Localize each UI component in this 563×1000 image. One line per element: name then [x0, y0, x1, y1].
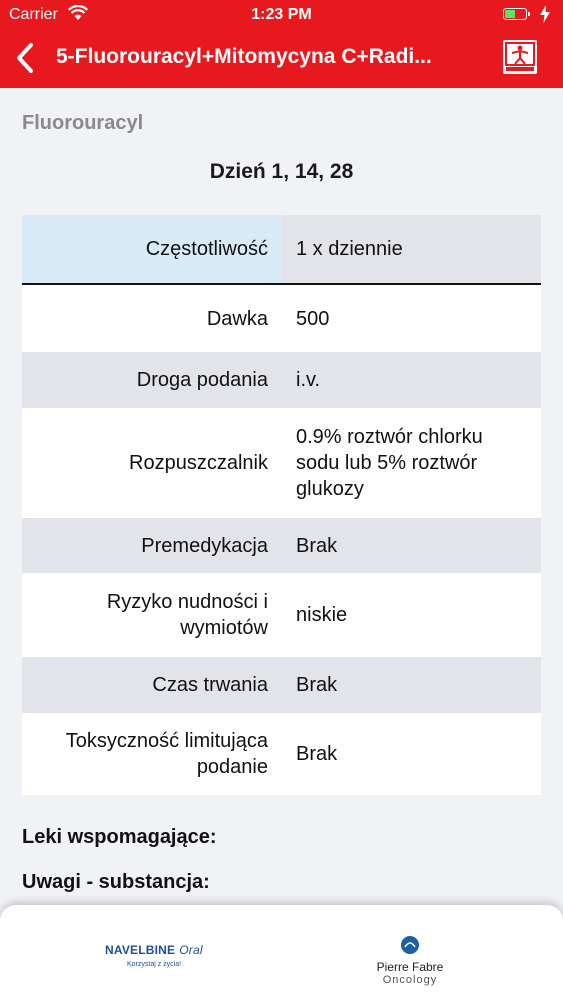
navelbine-tagline: Korzystaj z życia! — [127, 961, 182, 968]
schematy-logo-icon[interactable] — [503, 40, 537, 74]
row-value: niskie — [296, 604, 348, 626]
navelbine-brand-suffix: Oral — [179, 943, 203, 957]
row-label: Ryzyko nudności i wymiotów — [106, 591, 268, 639]
nav-title: 5-Fluorouracyl+Mitomycyna C+Radi... — [56, 45, 432, 68]
clock: 1:23 PM — [251, 6, 312, 23]
pierre-fabre-emblem-icon — [400, 935, 420, 955]
row-value: 0.9% roztwór chlorku sodu lub 5% roztwór glukozy — [296, 426, 483, 500]
pierre-fabre-sub: Oncology — [382, 974, 438, 986]
row-label: Droga podania — [136, 369, 268, 391]
header-value: 1 x dziennie — [296, 238, 403, 260]
row-label: Rozpuszczalnik — [129, 452, 268, 474]
table-row — [22, 352, 541, 408]
dosage-table — [22, 215, 541, 795]
battery-icon — [503, 8, 527, 20]
pierre-fabre-brand: Pierre Fabre — [376, 960, 444, 974]
row-value: Brak — [296, 743, 338, 765]
navelbine-brand: NAVELBINE — [105, 943, 176, 957]
section-title: Fluorouracyl — [22, 112, 144, 134]
charging-bolt-icon — [540, 5, 550, 23]
remarks-heading: Uwagi - substancja: — [22, 871, 210, 893]
row-label: Czas trwania — [152, 674, 268, 696]
chevron-left-icon[interactable] — [14, 42, 36, 74]
navigation-bar — [0, 30, 563, 88]
top-bar — [0, 0, 563, 88]
status-bar — [0, 0, 563, 30]
pierre-fabre-logo[interactable] — [360, 935, 460, 986]
table-row — [22, 657, 541, 713]
day-title: Dzień 1, 14, 28 — [209, 160, 354, 183]
supporting-drugs-heading: Leki wspomagające: — [22, 826, 217, 848]
row-value: Brak — [296, 674, 338, 696]
row-label: Premedykacja — [141, 534, 268, 557]
row-value: i.v. — [296, 369, 321, 391]
row-value: Brak — [296, 534, 338, 557]
table-row — [22, 518, 541, 573]
sponsor-footer — [0, 905, 563, 1000]
table-row — [22, 408, 541, 518]
row-value: 500 — [296, 307, 330, 330]
header-label: Częstotliwość — [22, 215, 282, 283]
table-row — [22, 713, 541, 795]
navelbine-oral-logo[interactable] — [105, 943, 215, 983]
row-label: Dawka — [206, 307, 268, 330]
table-row — [22, 285, 541, 352]
table-header-row — [22, 215, 541, 285]
carrier-label: Carrier — [9, 6, 58, 23]
row-label: Toksyczność limitująca podanie — [65, 730, 268, 778]
table-row — [22, 573, 541, 657]
